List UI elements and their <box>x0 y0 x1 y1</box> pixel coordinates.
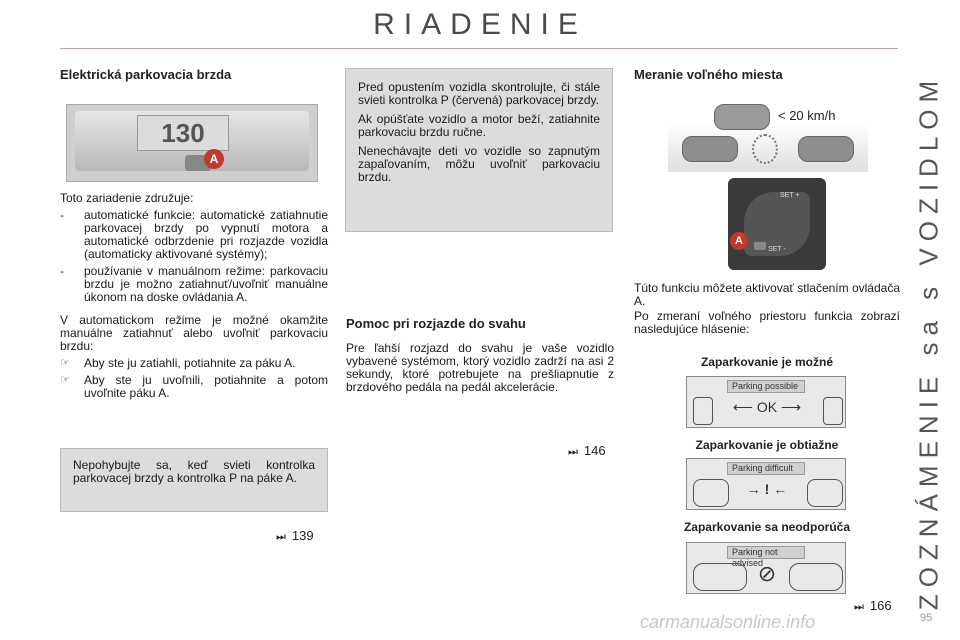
page-ref-166[interactable] <box>854 598 892 614</box>
car-outline-icon <box>693 397 713 425</box>
dashboard-image <box>66 104 318 182</box>
car-outline-icon <box>693 479 729 507</box>
sensor-waves-icon <box>752 134 778 164</box>
parking-difficult-screen <box>686 458 846 510</box>
warning-note-text: Nepohybujte sa, keď svieti kontrolka parkovacej brzdy a kontrolka P na páke A. <box>73 458 315 485</box>
parking-possible-screen <box>686 376 846 428</box>
prohibited-icon: ⊘ <box>757 561 777 586</box>
message-caption: Zaparkovanie je obtiažne <box>695 438 839 452</box>
list-item: ☞ Aby ste ju uvoľnili, potiahnite a potom uvoľnite páku A. <box>60 374 328 400</box>
list-item: - automatické funkcie: automatické zatiahnutie parkovacej brzdy po vypnutí motora a automatické odbrzdenie pri rozjazde vozidla (automaticky aktivované systémy); <box>60 209 328 261</box>
screen-title: Parking difficult <box>727 462 805 475</box>
space-measure-heading: Meranie voľného miesta <box>634 67 783 82</box>
page-number: 95 <box>920 612 933 624</box>
car-outline-icon <box>693 563 747 591</box>
warning-note <box>60 448 328 512</box>
set-plus-label: SET + <box>780 192 800 199</box>
page-ref-146[interactable] <box>568 443 606 459</box>
watermark: carmanualsonline.info <box>640 612 816 632</box>
car-outline-icon <box>823 397 843 425</box>
ref-number: 166 <box>869 598 892 613</box>
control-a-button <box>754 242 766 250</box>
car-outline-icon <box>807 479 843 507</box>
status-symbol: ! <box>764 481 770 497</box>
parked-car-right <box>798 136 854 162</box>
side-title-text: ZOZNÁMENIE sa s VOZIDLOM <box>913 73 944 611</box>
feature-list <box>60 209 328 304</box>
ref-arrow-icon: ⏭ <box>276 531 286 543</box>
activation-text: Túto funkciu môžete aktivovať stlačením ovládača A. <box>634 281 900 308</box>
screen-title: Parking possible <box>727 380 805 393</box>
ref-number: 139 <box>291 528 314 543</box>
hill-start-heading: Pomoc pri rozjazde do svahu <box>346 316 526 331</box>
parking-sensor-illustration <box>668 96 868 172</box>
page-title: RIADENIE <box>373 8 587 41</box>
car-outline-icon <box>789 563 843 591</box>
screen-title: Parking not advised <box>727 546 805 559</box>
note-paragraph: Ak opúšťate vozidlo a motor beží, zatiahnite parkovaciu brzdu ručne. <box>358 112 600 139</box>
ref-arrow-icon: ⏭ <box>854 601 864 613</box>
note-paragraph: Nenechávajte deti vo vozidle so zapnutým zapaľovaním, môžu uvoľniť parkovaciu brzdu. <box>358 144 600 184</box>
parking-brake-heading: Elektrická parkovacia brzda <box>60 67 232 82</box>
step-list <box>60 357 328 400</box>
set-minus-label: SET - <box>768 246 786 253</box>
note-paragraph: Pred opustením vozidla skontrolujte, či stále svieti kontrolka P (červená) parkovacej brzdy. <box>358 80 600 107</box>
dashboard-display: 130 <box>137 115 229 151</box>
parked-car-left <box>682 136 738 162</box>
parking-not-advised-screen <box>686 542 846 594</box>
list-item: ☞ Aby ste ju zatiahli, potiahnite za páku A. <box>60 357 328 370</box>
moving-car <box>714 104 770 130</box>
speed-limit-label: < 20 km/h <box>778 108 836 123</box>
label-a-badge: A <box>730 232 748 250</box>
label-a-badge: A <box>204 149 224 169</box>
result-text: Po zmeraní voľného priestoru funkcia zobrazí nasledujúce hlásenie: <box>634 309 900 336</box>
arrows-warning-icon: → ! ← <box>746 481 788 497</box>
ref-arrow-icon: ⏭ <box>568 446 578 458</box>
info-note <box>345 68 613 232</box>
message-caption: Zaparkovanie sa neodporúča <box>683 520 851 534</box>
title-divider <box>60 48 898 49</box>
hill-start-text: Pre ľahší rozjazd do svahu je vaše vozidlo vybavené systémom, ktorý vozidlo zadrží na asi 2 sekundy, ktoré potrebujete na prešliapnutie z brzdového pedála na pedál akcelerácie. <box>346 341 614 394</box>
status-symbol: OK <box>756 399 778 415</box>
left-text <box>60 192 328 404</box>
page-ref-139[interactable] <box>276 528 314 544</box>
steering-control-stalk <box>728 178 826 270</box>
arrows-ok-icon: ⟵ OK ⟶ <box>732 399 802 415</box>
list-item: - používanie v manuálnom režime: parkovaciu brzdu je možno zatiahnuť/uvoľniť manuálne úkonom na doske ovládania A. <box>60 265 328 304</box>
intro-text: Toto zariadenie združuje: <box>60 191 194 205</box>
auto-mode-text: V automatickom režime je možné okamžite manuálne zatiahnuť alebo uvoľniť parkovaciu brzdu: <box>60 313 328 353</box>
message-caption: Zaparkovanie je možné <box>700 355 834 369</box>
section-side-title <box>912 62 946 622</box>
ref-number: 146 <box>583 443 606 458</box>
